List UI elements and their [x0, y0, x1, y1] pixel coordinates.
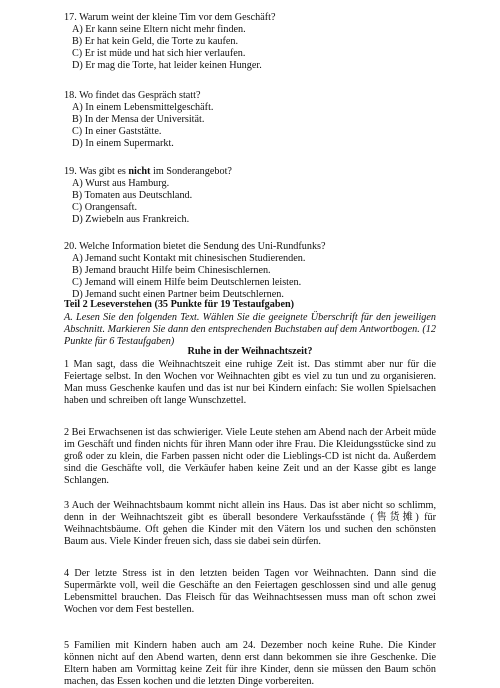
- option-d: D) Jemand sucht einen Partner beim Deutschlernen.: [72, 289, 284, 300]
- paragraph-2: 2 Bei Erwachsenen ist das schwieriger. Viele Leute stehen am Abend nach der Arbeit müde im Geschäft und finden nichts für ihren Mann oder ihre Frau. Die Kleidungsstücke sind zu groß oder zu klein, die Farben passen nicht oder die Lieblings-CD ist nicht da. Außerdem sind die Geschäfte voll, die Verkäufer haben keine Zeit und an der Kasse gibt es lange Schlangen.: [64, 427, 436, 486]
- question-19: [64, 166, 232, 226]
- paragraph-1: 1 Man sagt, dass die Weihnachtszeit eine ruhige Zeit ist. Das stimmt aber nur für die Feiertage selbst. In den Wochen vor Weihnachten gibt es viel zu tun und zu organisieren. Man muss Geschenke kaufen und das ist nur bei Kindern einfach: Sie wollen Spielsachen haben und schreiben oft lange Wunschzettel.: [64, 359, 436, 406]
- question-stem: 20. Welche Information bietet die Sendung des Uni-Rundfunks?: [64, 241, 326, 252]
- option-b: B) In der Mensa der Universität.: [72, 114, 205, 125]
- option-a: A) Er kann seine Eltern nicht mehr finden.: [72, 24, 246, 35]
- question-stem: 18. Wo findet das Gespräch statt?: [64, 90, 201, 101]
- paragraph-3: 3 Auch der Weihnachtsbaum kommt nicht allein ins Haus. Das ist aber nicht so schlimm, denn in der Weihnachtszeit gibt es überall besondere Verkaufsstände (售货摊) für Weihnachtsbäume. Oft gehen die Kinder mit den Vätern los und suchen den schönsten Baum aus. Viele Kinder freuen sich, dass sie dabei sein dürfen.: [64, 500, 436, 547]
- question-18: [64, 90, 213, 150]
- option-b: B) Tomaten aus Deutschland.: [72, 190, 193, 201]
- option-a: A) Jemand sucht Kontakt mit chinesischen Studierenden.: [72, 253, 306, 264]
- question-20: [64, 241, 326, 301]
- option-c: C) Orangensaft.: [72, 202, 138, 213]
- option-c: C) Jemand will einem Hilfe beim Deutschlernen leisten.: [72, 277, 302, 288]
- paragraph-5: 5 Familien mit Kindern haben auch am 24. Dezember noch keine Ruhe. Die Kinder können nicht auf den Abend warten, denn erst dann bekommen sie ihre Geschenke. Die Eltern haben am Vormittag keine Zeit für ihre Kinder, denn sie müssen den Baum schön machen, das Essen kochen und die letzten Dinge vorbereiten.: [64, 640, 436, 687]
- stem-emphasis: nicht: [128, 166, 151, 177]
- paragraph-4: 4 Der letzte Stress ist in den letzten beiden Tagen vor Weihnachten. Dann sind die Supermärkte voll, weil die Geschäfte an den Feiertagen geschlossen sind und alle genug Lebensmittel brauchen. Das Fleisch für das Weihnachtsessen muss man oft schon zwei Wochen vor dem Fest bestellen.: [64, 568, 436, 615]
- option-d: D) In einem Supermarkt.: [72, 138, 174, 149]
- option-a: A) In einem Lebensmittelgeschäft.: [72, 102, 214, 113]
- option-b: B) Er hat kein Geld, die Torte zu kaufen.: [72, 36, 239, 47]
- question-17: [64, 12, 275, 72]
- section-instruction: A. Lesen Sie den folgenden Text. Wählen Sie die geeignete Überschrift für den jeweiligen Abschnitt. Markieren Sie dann den entsprechenden Buchstaben auf dem Antwortbogen. (12 Punkte für 6 Testaufgaben): [64, 312, 436, 347]
- question-stem: 17. Warum weint der kleine Tim vor dem Geschäft?: [64, 12, 276, 23]
- option-b: B) Jemand braucht Hilfe beim Chinesischlernen.: [72, 265, 271, 276]
- option-d: D) Er mag die Torte, hat leider keinen Hunger.: [72, 60, 262, 71]
- stem-text: im Sonderangebot?: [150, 166, 232, 177]
- text-title: Ruhe in der Weihnachtszeit?: [187, 346, 313, 357]
- option-a: A) Wurst aus Hamburg.: [72, 178, 170, 189]
- section-heading: Teil 2 Leseverstehen (35 Punkte für 19 Testaufgaben): [64, 299, 295, 310]
- option-d: D) Zwiebeln aus Frankreich.: [72, 214, 190, 225]
- stem-text: 19. Was gibt es: [64, 166, 129, 177]
- option-c: C) In einer Gaststätte.: [72, 126, 162, 137]
- option-c: C) Er ist müde und hat sich hier verlaufen.: [72, 48, 246, 59]
- question-stem: [64, 166, 232, 178]
